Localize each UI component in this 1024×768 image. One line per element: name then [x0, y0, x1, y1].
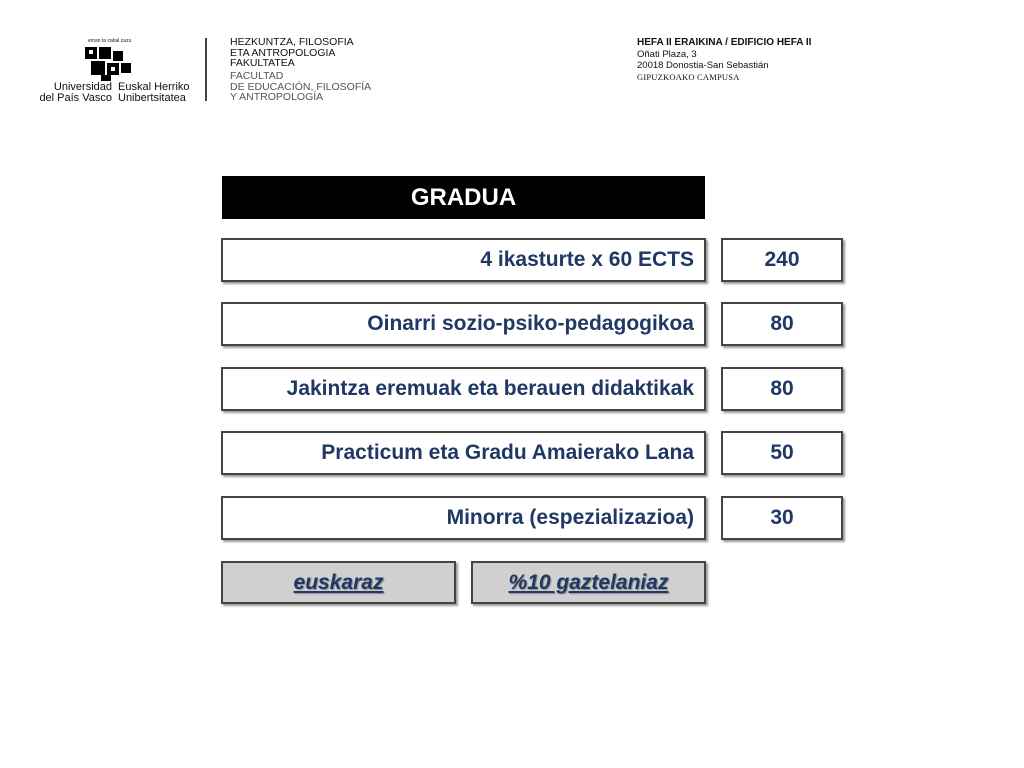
header-divider — [205, 38, 207, 101]
row-label-ects: 4 ikasturte x 60 ECTS — [221, 238, 706, 282]
row-value-practicum: 50 — [721, 431, 843, 475]
row-label-practicum: Practicum eta Gradu Amaierako Lana — [221, 431, 706, 475]
faculty-eu-line2: ETA ANTROPOLOGIA — [230, 46, 336, 59]
row-label-basic: Oinarri sozio-psiko-pedagogikoa — [221, 302, 706, 346]
faculty-es-line3: Y ANTROPOLOGÍA — [230, 91, 324, 103]
address-city: 20018 Donostia-San Sebastián — [637, 60, 769, 71]
faculty-es-line2: DE EDUCACIÓN, FILOSOFÍA — [230, 80, 372, 93]
university-name-es-line1: Universidad — [53, 81, 112, 93]
page-title: GRADUA — [222, 176, 705, 219]
university-name-eu — [118, 82, 190, 104]
university-logo — [32, 38, 192, 104]
university-name-eu-line1: Euskal Herriko — [118, 81, 190, 93]
row-value-ects: 240 — [721, 238, 843, 282]
row-value-basic: 80 — [721, 302, 843, 346]
address-building: HEFA II ERAIKINA / EDIFICIO HEFA II — [637, 37, 812, 48]
language-basque: euskaraz — [221, 561, 456, 604]
faculty-es-line1: FACULTAD — [230, 70, 284, 82]
row-value-knowledge: 80 — [721, 367, 843, 411]
university-name-eu-line2: Unibertsitatea — [118, 92, 186, 104]
logo-tagline: eman ta zabal zazu — [88, 38, 132, 44]
university-name-es-line2: del País Vasco — [39, 92, 112, 104]
faculty-eu-line1: HEZKUNTZA, FILOSOFIA — [230, 36, 354, 48]
faculty-name-es — [230, 71, 371, 103]
university-name-es — [32, 82, 112, 104]
language-spanish: %10 gaztelaniaz — [471, 561, 706, 604]
row-value-minor: 30 — [721, 496, 843, 540]
upv-ehu-emblem-icon — [85, 45, 137, 81]
row-label-minor: Minorra (espezializazioa) — [221, 496, 706, 540]
address-block — [637, 37, 811, 83]
row-label-knowledge: Jakintza eremuak eta berauen didaktikak — [221, 367, 706, 411]
faculty-name-eu — [230, 37, 354, 69]
address-street: Oñati Plaza, 3 — [637, 48, 697, 60]
address-campus: GIPUZKOAKO CAMPUSA — [637, 71, 740, 82]
faculty-eu-line3: FAKULTATEA — [230, 57, 295, 69]
